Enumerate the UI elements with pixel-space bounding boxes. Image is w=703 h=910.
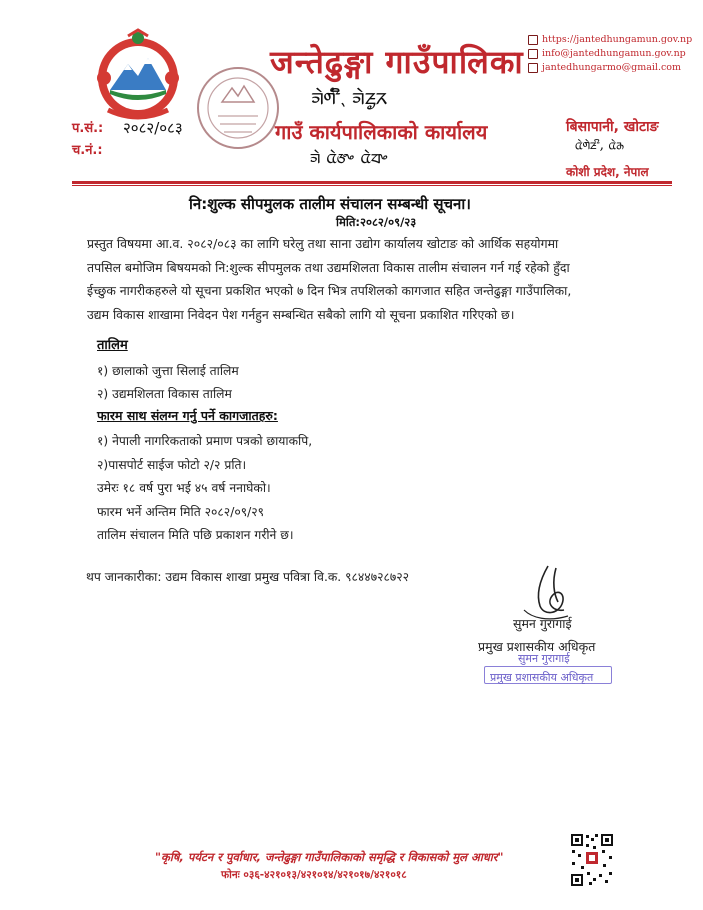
- training-heading: तालिम: [97, 338, 128, 353]
- ref-label: प.सं.:: [72, 121, 104, 136]
- document-item: १) नेपाली नागरिकताको प्रमाण पत्रको छायाकपि,: [97, 434, 313, 448]
- address-line-2-limbu: ᤂᤧᤛᤧᤏᤡ, ᤂᤧᤌ: [575, 137, 624, 153]
- paragraph-line: तपसिल बमोजिम बिषयमको नि:शुल्क सीपमुलक तथा उद्यमशिलता विकास तालीम संचालन गर्न गई रहेको हुँदा: [87, 259, 570, 275]
- dispatch-label: च.नं.:: [72, 143, 103, 158]
- qr-code[interactable]: [569, 832, 615, 888]
- globe-icon: [528, 35, 538, 45]
- stamp-name: सुमन गुरागाई: [518, 652, 570, 665]
- website-link[interactable]: https://jantedhungamun.gov.np: [542, 34, 693, 45]
- header-divider-thin: [72, 185, 672, 186]
- paragraph-line: ईच्छुक नागरीकहरुले यो सूचना प्रकशित भएको ७ दिन भित्र तपशिलको कागजात सहित जन्तेढुङ्गा गाउँपालिका,: [87, 283, 572, 298]
- stamp-title: प्रमुख प्रशासकीय अधिकृत: [490, 671, 594, 684]
- notice-date: मिति:२०८२/०९/२३: [336, 215, 417, 229]
- office-name-limbu: ᤈᤧ ᤂᤧᤅᤴ ᤂᤧᤔᤴ: [310, 146, 389, 168]
- office-name: गाउँ कार्यपालिकाको कार्यालय: [275, 120, 488, 144]
- municipality-name-limbu: ᤈᤧᤛᤡᤠᤷ ᤈᤧᤏᤢᤖ: [311, 84, 388, 110]
- notice-title: नि:शुल्क सीपमुलक तालीम संचालन सम्बन्धी सूचना।: [189, 195, 471, 213]
- email2-row[interactable]: [528, 61, 692, 75]
- email2-link[interactable]: jantedhungarmo@gmail.com: [542, 62, 682, 73]
- document-item: तालिम संचालन मिति पछि प्रकाशन गरीने छ।: [97, 528, 294, 542]
- document-item: फारम भर्ने अन्तिम मिति २०८२/०९/२९: [97, 504, 265, 519]
- address-line-1: बिसापानी, खोटाङ: [566, 119, 659, 135]
- signatory-name: सुमन गुरागाई: [513, 616, 572, 631]
- document-item: २)पासपोर्ट साईज फोटो २/२ प्रति।: [97, 457, 247, 472]
- email-row[interactable]: [528, 47, 692, 61]
- nepal-government-emblem: [88, 28, 188, 128]
- training-item: १) छालाको जुत्ता सिलाई तालिम: [97, 364, 239, 378]
- signatory-title: प्रमुख प्रशासकीय अधिकृत: [478, 639, 596, 654]
- documents-heading: फारम साथ संलग्न गर्नु पर्ने कागजातहरु:: [97, 408, 278, 423]
- training-item: २) उद्यमशिलता विकास तालिम: [97, 387, 232, 401]
- website-row[interactable]: [528, 33, 692, 47]
- document-item: उमेरः १८ वर्ष पुरा भई ४५ वर्ष ननाघेको।: [97, 481, 271, 495]
- ref-value: २०८२/०८३: [123, 119, 183, 137]
- notice-paragraph: [87, 232, 662, 326]
- contact-block: [528, 33, 692, 75]
- mail-icon: [528, 63, 538, 73]
- mail-icon: [528, 49, 538, 59]
- footer-phone: फोनः ०३६-४२१०१३/४२१०१४/४२१०१७/४२१०१८: [221, 869, 407, 881]
- header-divider: [72, 181, 672, 184]
- footer-motto: "कृषि, पर्यटन र पुर्वाधार, जन्तेढुङ्गा गाउँपालिकाको समृद्धि र विकासको मुल आधार": [155, 850, 504, 864]
- municipality-name: जन्तेढुङ्गा गाउँपालिका: [270, 43, 524, 81]
- more-info-contact: थप जानकारीका: उद्यम विकास शाखा प्रमुख पवित्रा वि.क. ९८४४७२८७२२: [86, 570, 410, 584]
- paragraph-line: उद्यम विकास शाखामा निवेदन पेश गर्नहुन सम्बन्धित सबैको लागि यो सूचना प्रकाशित गरिएको छ।: [87, 306, 515, 322]
- documents-list: [97, 430, 312, 548]
- paragraph-line: प्रस्तुत विषयमा आ.व. २०८२/०८३ का लागि घरेलु तथा साना उद्योग कार्यालय खोटाङ को आर्थिक सहयोगमा: [87, 236, 559, 251]
- email-link[interactable]: info@jantedhungamun.gov.np: [542, 48, 686, 59]
- training-list: [97, 360, 239, 406]
- address-line-3: कोशी प्रदेश, नेपाल: [566, 165, 649, 179]
- reference-labels: [72, 118, 103, 162]
